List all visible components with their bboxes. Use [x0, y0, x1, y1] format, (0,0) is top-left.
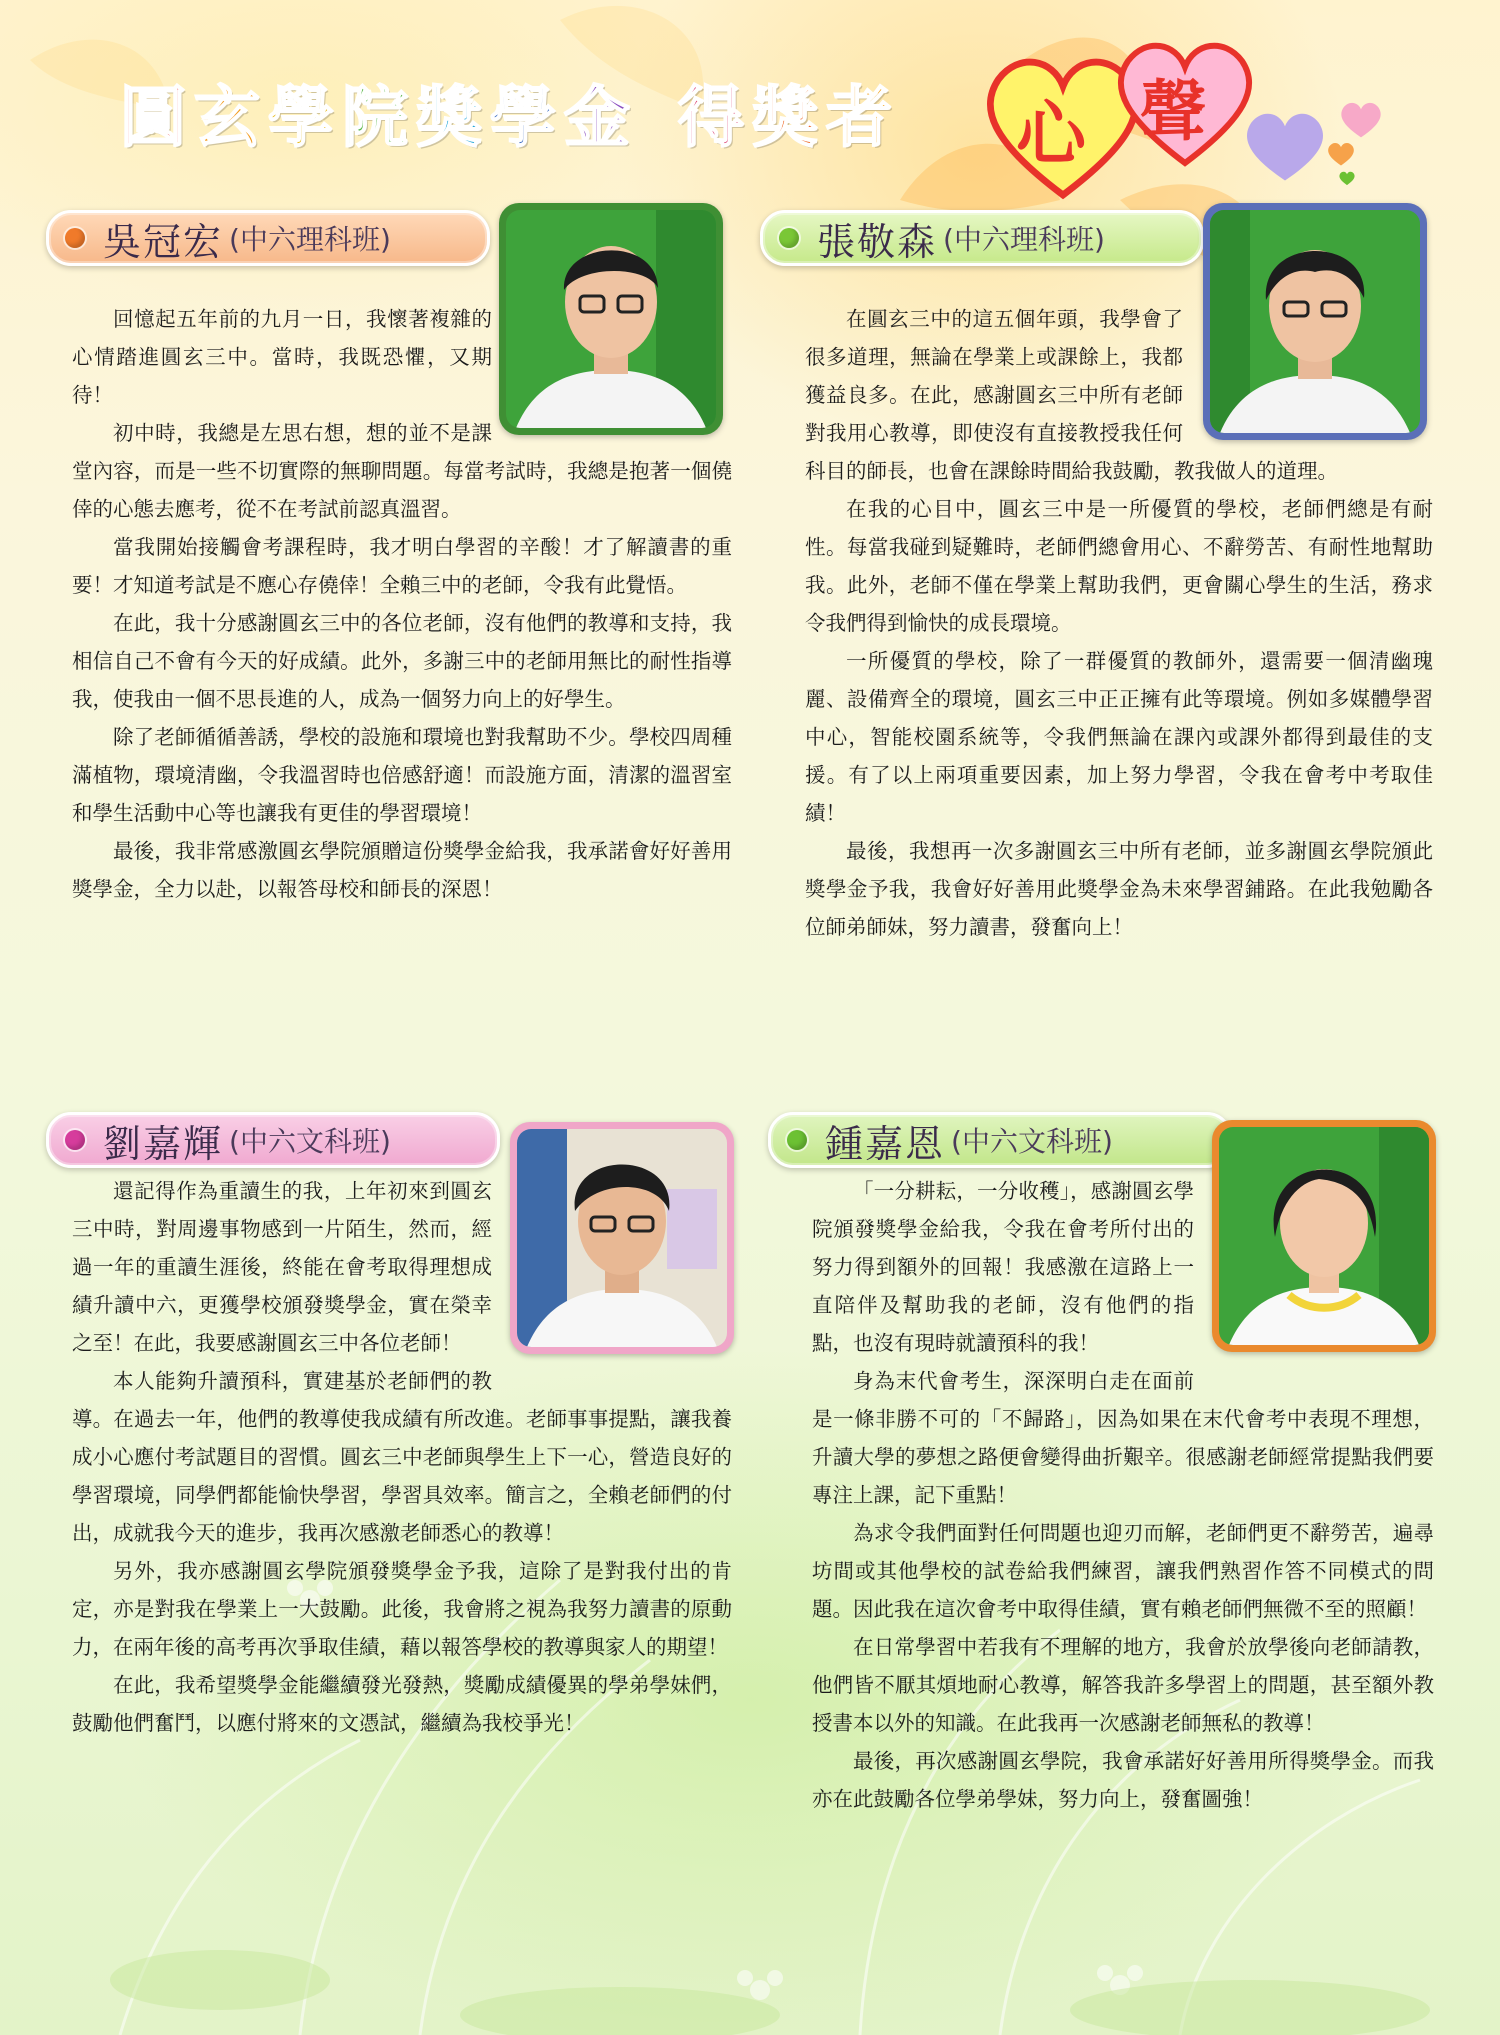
title-char: 獎 — [752, 78, 818, 156]
paragraph: 身為末代會考生，深深明白走在面前是一條非勝不可的「不歸路」，因為如果在末代會考中表現不理想，升讀大學的夢想之路便會變得曲折艱辛。很感謝老師經常提點我們要專注上課，記下重點！ — [812, 1369, 1434, 1507]
heart-text-xin: 心 — [1016, 92, 1086, 175]
title-char: 玄 — [194, 78, 260, 156]
paragraph: 除了老師循循善誘，學校的設施和環境也對我幫助不少。學校四周種滿植物，環境清幽，令我溫習時也倍感舒適！而設施方面，清潔的溫習室和學生活動中心等也讓我有更佳的學習環境！ — [72, 725, 732, 825]
heart-pink-icon — [1338, 98, 1384, 140]
bullet-dot-icon — [65, 228, 85, 248]
heart-green-icon — [1338, 170, 1356, 186]
student-class: (中六理科班) — [943, 223, 1105, 256]
heart-text-sheng: 聲 — [1140, 72, 1206, 150]
paragraph: 在日常學習中若我有不理解的地方，我會於放學後向老師請教，他們皆不厭其煩地耐心教導，解答我許多學習上的問題，甚至額外教授書本以外的知識。在此我再一次感謝老師無私的教導！ — [812, 1635, 1434, 1735]
heart-purple-icon — [1240, 105, 1330, 185]
title-char: 獎 — [416, 78, 482, 156]
essay-lau — [72, 1172, 732, 1742]
student-name: 張敬森 — [817, 219, 938, 264]
name-tag-lau — [46, 1112, 500, 1168]
bullet-dot-icon — [65, 1130, 85, 1150]
paragraph: 在此，我希望獎學金能繼續發光發熱，獎勵成績優異的學弟學妹們，鼓勵他們奮鬥，以應付將來的文憑試，繼續為我校爭光！ — [72, 1673, 732, 1735]
paragraph: 一所優質的學校，除了一群優質的教師外，還需要一個清幽瑰麗、設備齊全的環境，圓玄三中正正擁有此等環境。例如多媒體學習中心，智能校園系統等，令我們無論在課內或課外都得到最佳的支援。有了以上兩項重要因素，加上努力學習，令我在會考中考取佳績！ — [805, 649, 1433, 825]
heart-orange-icon — [1326, 140, 1356, 167]
name-tag-chung — [768, 1112, 1232, 1168]
paragraph: 最後，我非常感激圓玄學院頒贈這份獎學金給我，我承諾會好好善用獎學金，全力以赴，以報答母校和師長的深恩！ — [72, 839, 732, 901]
paragraph: 在我的心目中，圓玄三中是一所優質的學校，老師們總是有耐性。每當我碰到疑難時，老師們總會用心、不辭勞苦、有耐性地幫助我。此外，老師不僅在學業上幫助我們，更會關心學生的生活，務求令我們得到愉快的成長環境。 — [805, 497, 1433, 635]
student-name: 鍾嘉恩 — [825, 1121, 946, 1166]
bullet-dot-icon — [779, 228, 799, 248]
student-name: 吳冠宏 — [103, 219, 224, 264]
student-class: (中六文科班) — [951, 1125, 1113, 1158]
paragraph: 最後，再次感謝圓玄學院，我會承諾好好善用所得獎學金。而我亦在此鼓勵各位學弟學妹，努力向上，發奮圖強！ — [812, 1749, 1434, 1811]
paragraph: 「一分耕耘，一分收穫」，感謝圓玄學院頒發獎學金給我，令我在會考所付出的努力得到額外的回報！我感激在這路上一直陪伴及幫助我的老師，沒有他們的指點，也沒有現時就讀預科的我！ — [812, 1179, 1194, 1355]
name-tag-ng — [46, 210, 490, 266]
paragraph: 在圓玄三中的這五個年頭，我學會了很多道理，無論在學業上或課餘上，我都獲益良多。在此，感謝圓玄三中所有老師對我用心教導，即使沒有直接教授我任何科目的師長，也會在課餘時間給我鼓勵，教我做人的道理。 — [805, 307, 1338, 483]
student-name: 劉嘉輝 — [103, 1121, 224, 1166]
essay-ng — [72, 300, 732, 908]
title-char: 金 — [564, 78, 630, 156]
paragraph: 本人能夠升讀預科，實建基於老師們的教導。在過去一年，他們的教導使我成績有所改進。老師事事提點，讓我養成小心應付考試題目的習慣。圓玄三中老師與學生上下一心，營造良好的學習環境，同學們都能愉快學習，學習具效率。簡言之，全賴老師們的付出，成就我今天的進步，我再次感激老師悉心的教導！ — [72, 1369, 732, 1545]
paragraph: 最後，我想再一次多謝圓玄三中所有老師，並多謝圓玄學院頒此獎學金予我，我會好好善用此獎學金為未來學習鋪路。在此我勉勵各位師弟師妹，努力讀書，發奮向上！ — [805, 839, 1433, 939]
paragraph: 回憶起五年前的九月一日，我懷著複雜的心情踏進圓玄三中。當時，我既恐懼，又期待！ — [72, 307, 492, 407]
title-char: 學 — [268, 78, 334, 156]
paragraph: 還記得作為重讀生的我，上年初來到圓玄三中時，對周邊事物感到一片陌生，然而，經過一年的重讀生涯後，終能在會考取得理想成績升讀中六，更獲學校頒發獎學金，實在榮幸之至！在此，我要感謝圓玄三中各位老師！ — [72, 1179, 492, 1355]
title-char: 者 — [826, 78, 892, 156]
page-title — [120, 62, 900, 172]
student-class: (中六文科班) — [229, 1125, 391, 1158]
heart-sheng-icon — [1110, 28, 1260, 178]
title-char: 院 — [342, 78, 408, 156]
paragraph: 另外，我亦感謝圓玄學院頒發獎學金予我，這除了是對我付出的肯定，亦是對我在學業上一大鼓勵。此後，我會將之視為我努力讀書的原動力，在兩年後的高考再次爭取佳績，藉以報答學校的教導與家人的期望！ — [72, 1559, 732, 1659]
essay-chung — [812, 1172, 1434, 1818]
title-char: 圓 — [120, 78, 186, 156]
name-tag-cheung — [760, 210, 1204, 266]
bullet-dot-icon — [787, 1130, 807, 1150]
paragraph: 當我開始接觸會考課程時，我才明白學習的辛酸！才了解讀書的重要！才知道考試是不應心存僥倖！全賴三中的老師，令我有此覺悟。 — [72, 535, 732, 597]
paragraph: 為求令我們面對任何問題也迎刃而解，老師們更不辭勞苦，遍尋坊間或其他學校的試卷給我們練習，讓我們熟習作答不同模式的問題。因此我在這次會考中取得佳績，實有賴老師們無微不至的照顧！ — [812, 1521, 1434, 1621]
essay-cheung — [805, 300, 1433, 946]
paragraph: 初中時，我總是左思右想，想的並不是課堂內容，而是一些不切實際的無聊問題。每當考試時，我總是抱著一個僥倖的心態去應考，從不在考試前認真溫習。 — [72, 421, 732, 521]
title-char: 得 — [678, 78, 744, 156]
student-class: (中六理科班) — [229, 223, 391, 256]
paragraph: 在此，我十分感謝圓玄三中的各位老師，沒有他們的教導和支持，我相信自己不會有今天的好成績。此外，多謝三中的老師用無比的耐性指導我，使我由一個不思長進的人，成為一個努力向上的好學生。 — [72, 611, 732, 711]
title-char: 學 — [490, 78, 556, 156]
